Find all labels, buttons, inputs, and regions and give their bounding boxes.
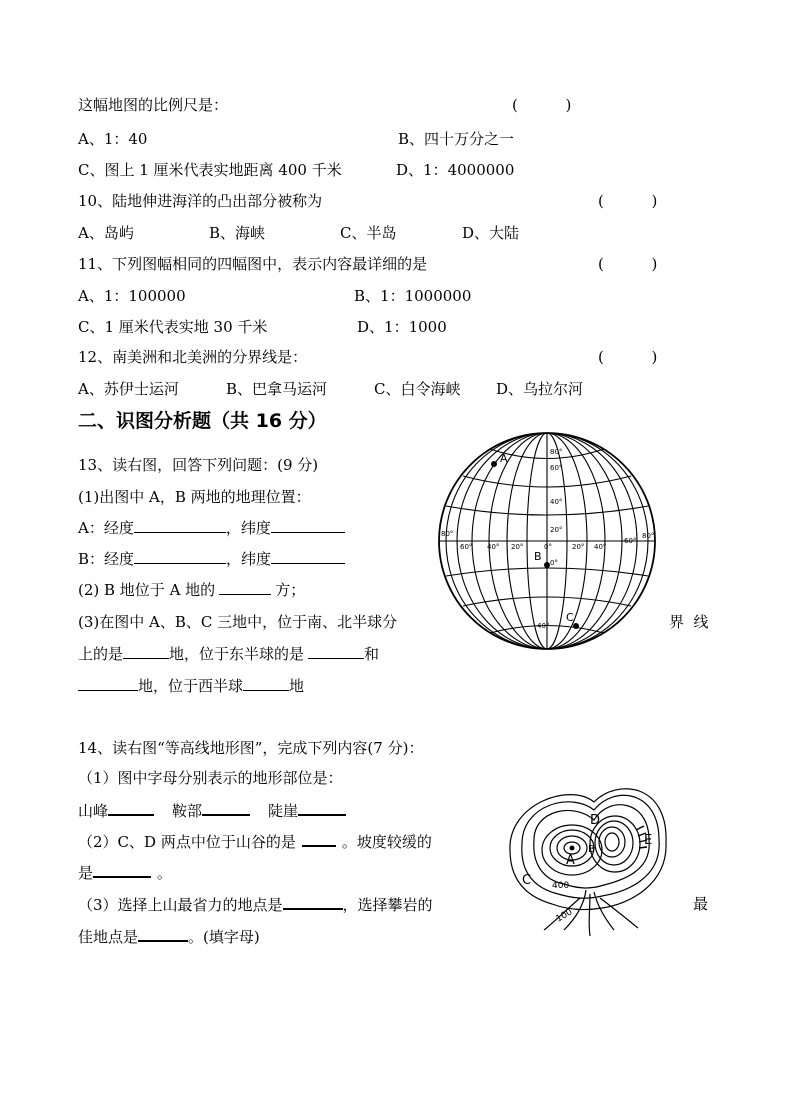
lon-label: 20° (511, 543, 524, 551)
section-2-heading: 二、识图分析题（共 16 分） (78, 410, 327, 432)
q10-option-b[interactable]: B、海峡 (209, 224, 266, 242)
contour-line (605, 833, 619, 851)
q13-a-latitude-label: ，纬度 (225, 519, 271, 537)
q12-option-b[interactable]: B、巴拿马运河 (226, 380, 328, 398)
lon-label: 0° (544, 543, 552, 551)
q14-sub3-row (78, 894, 433, 915)
q13-sub2-text: (2) B 地位于 A 地的 (78, 581, 216, 599)
q13-line2-pre: 上的是 (78, 645, 124, 663)
q14-sub3-line2 (78, 926, 260, 947)
q14-cliff-label: 陡崖 (268, 802, 299, 820)
q14-easiest-blank[interactable] (283, 894, 343, 910)
q10-option-d[interactable]: D、大陆 (462, 224, 520, 242)
q13-line3-mid: 地，位于西半球 (138, 677, 244, 695)
q13-direction-blank[interactable] (219, 580, 271, 595)
q14-sub3-mid: ，选择攀岩的 (342, 896, 433, 914)
q13-west-blank[interactable] (243, 676, 289, 691)
q9-option-a[interactable]: A、1：40 (78, 130, 148, 148)
q11-option-a[interactable]: A、1：100000 (78, 287, 186, 305)
q13-east-blank-1[interactable] (308, 644, 364, 659)
q14-sub2-text: （2）C、D 两点中位于山谷的是 (78, 833, 296, 851)
contour-label-100: 100 (554, 907, 575, 925)
lat-label: 80° (550, 448, 563, 456)
q14-sub2-line2-post: 。 (157, 864, 173, 882)
point-a-label: A (500, 452, 508, 465)
lon-label: 80° (441, 530, 454, 538)
lon-label: 40° (487, 543, 500, 551)
point-b-label: B (534, 550, 542, 563)
q11-stem: 11、下列图幅相同的四幅图中，表示内容最详细的是 (78, 255, 428, 273)
contour-line (594, 892, 614, 930)
lon-label: 20° (572, 543, 585, 551)
q13-sub3-tail: 界 线 (669, 613, 709, 631)
q10-option-a[interactable]: A、岛屿 (78, 224, 134, 242)
q13-b-latitude-label: ，纬度 (226, 550, 272, 568)
q9-answer-paren[interactable]: ( ) (512, 96, 572, 114)
contour-line (600, 898, 638, 928)
q13-b-longitude-blank[interactable] (134, 549, 226, 564)
cliff-hatch (636, 826, 644, 830)
q14-gentle-slope-blank[interactable] (93, 862, 151, 878)
q14-sub3-line2-pre: 佳地点是 (78, 928, 139, 946)
q13-b-longitude-label: B：经度 (78, 550, 135, 568)
q14-sub3-text: （3）选择上山最省力的地点是 (78, 896, 283, 914)
q13-a-row (78, 518, 345, 538)
q9-option-b[interactable]: B、四十万分之一 (398, 130, 515, 148)
q13-a-latitude-blank[interactable] (271, 518, 345, 533)
map-label-c: C (522, 873, 532, 888)
q13-stem: 13、读右图，回答下列问题：(9 分) (78, 456, 319, 474)
lon-label: 80° (642, 532, 655, 540)
lat-label: 40° (537, 622, 550, 630)
q11-option-c[interactable]: C、1 厘米代表实地 30 千米 (78, 318, 268, 336)
q14-terrain-row (78, 800, 346, 821)
q13-b-latitude-blank[interactable] (271, 549, 345, 564)
q11-answer-paren[interactable]: ( ) (598, 255, 658, 273)
q13-line2-mid: 地，位于东半球的是 (169, 645, 305, 663)
q13-sub2-row (78, 580, 305, 600)
map-label-a: A (566, 853, 575, 868)
map-label-e: E (644, 833, 653, 848)
q13-a-longitude-label: A：经度 (78, 519, 134, 537)
q11-option-b[interactable]: B、1：1000000 (354, 287, 472, 305)
summit-marker (570, 846, 575, 851)
lat-label: 40° (550, 498, 563, 506)
q13-a-longitude-blank[interactable] (134, 518, 226, 533)
point-a-marker (491, 461, 497, 467)
point-c-label: C (566, 611, 574, 624)
contour-map-figure (494, 780, 670, 938)
q9-option-d[interactable]: D、1：4000000 (396, 161, 515, 179)
q13-sub1: (1)出图中 A，B 两地的地理位置： (78, 488, 311, 506)
globe-figure (434, 428, 660, 654)
q14-stem: 14、读右图“等高线地形图”，完成下列内容(7 分)： (78, 739, 424, 757)
contour-line (589, 894, 590, 936)
q10-option-c[interactable]: C、半岛 (340, 224, 397, 242)
q14-sub2-suffix: 。坡度较缓的 (341, 833, 432, 851)
q14-sub2-line2-pre: 是 (78, 864, 94, 882)
q14-sub1: （1）图中字母分别表示的地形部位是： (78, 769, 343, 787)
q14-sub2-row (78, 831, 432, 852)
q13-sub3: (3)在图中 A、B、C 三地中，位于南、北半球分 (78, 613, 398, 631)
q10-stem: 10、陆地伸进海洋的凸出部分被称为 (78, 192, 323, 210)
q14-sub2-line2 (78, 862, 172, 883)
q14-peak-blank[interactable] (108, 800, 154, 816)
q13-b-row (78, 549, 345, 569)
q13-east-blank-2[interactable] (78, 676, 138, 691)
q13-equator-blank[interactable] (123, 644, 169, 659)
q13-sub3-line3 (78, 676, 304, 696)
point-b-marker (544, 562, 550, 568)
q14-cliff-blank[interactable] (298, 800, 346, 816)
q12-stem: 12、南美洲和北美洲的分界线是： (78, 348, 308, 366)
q14-sub3-line2-post: 。(填字母) (188, 928, 260, 946)
q14-saddle-blank[interactable] (202, 800, 250, 816)
q12-answer-paren[interactable]: ( ) (598, 348, 658, 366)
lat-label: 0° (550, 559, 558, 567)
q14-sub3-tail: 最 (693, 895, 709, 913)
q13-sub3-line2 (78, 644, 379, 664)
q13-sub2-suffix: 方； (275, 581, 306, 599)
q14-valley-blank[interactable] (302, 831, 336, 847)
lon-label: 40° (594, 543, 607, 551)
q13-line2-post: 和 (364, 645, 380, 663)
contour-label-400: 400 (552, 881, 570, 891)
q12-option-c[interactable]: C、白令海峡 (374, 380, 461, 398)
lon-label: 60° (624, 537, 637, 545)
map-label-b: B (588, 844, 595, 855)
lat-label: 20° (550, 526, 563, 534)
lat-label: 60° (550, 464, 563, 472)
q9-option-c[interactable]: C、图上 1 厘米代表实地距离 400 千米 (78, 161, 342, 179)
contour-line (599, 827, 625, 857)
map-label-d: D (590, 813, 601, 828)
q12-option-a[interactable]: A、苏伊士运河 (78, 380, 179, 398)
q14-peak-label: 山峰 (78, 802, 109, 820)
q11-option-d[interactable]: D、1：1000 (357, 318, 447, 336)
lon-label: 60° (460, 543, 473, 551)
q13-line3-post: 地 (289, 677, 305, 695)
q12-option-d[interactable]: D、乌拉尔河 (496, 380, 584, 398)
q14-climbing-blank[interactable] (138, 926, 188, 942)
q10-answer-paren[interactable]: ( ) (598, 192, 658, 210)
q9-stem: 这幅地图的比例尺是： (78, 96, 229, 114)
point-c-marker (573, 623, 579, 629)
q14-saddle-label: 鞍部 (172, 802, 203, 820)
